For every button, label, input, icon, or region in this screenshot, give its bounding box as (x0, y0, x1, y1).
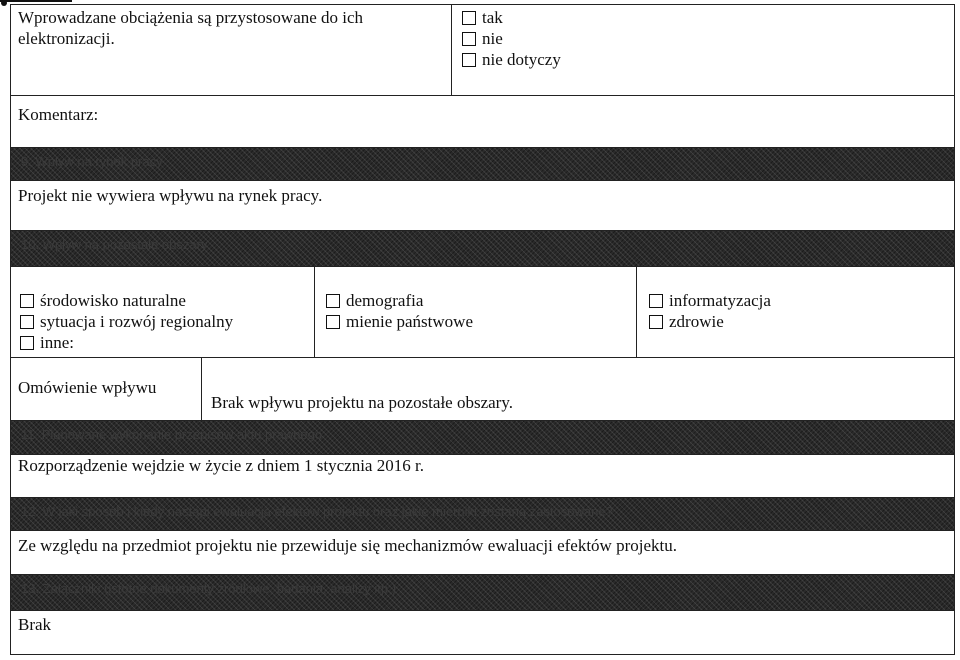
area-label: inne: (40, 333, 74, 352)
area-label: zdrowie (669, 312, 724, 331)
section-12-heading: 12. W jaki sposób i kiedy nastąpi ewaluacja efektów projektu oraz jakie mierniki zostaną zastosowane? (11, 498, 954, 530)
row-divider (10, 610, 955, 611)
evaluation-text: Ze względu na przedmiot projektu nie przewiduje się mechanizmów ewaluacji efektów projektu. (18, 536, 677, 555)
areas-col-1 (20, 290, 233, 353)
column-divider (636, 266, 637, 357)
attachments-text: Brak (18, 615, 52, 634)
section-11-heading: 11. Planowane wykonanie przepisów aktu prawnego (11, 421, 954, 454)
implementation-text: Rozporządzenie wejdzie w życie z dniem 1 stycznia 2016 r. (18, 456, 424, 475)
row-divider (10, 266, 955, 267)
row-divider (10, 95, 955, 96)
option-nie[interactable] (462, 28, 561, 49)
area-srodowisko[interactable] (20, 290, 233, 311)
option-label: tak (482, 8, 503, 27)
column-divider (314, 266, 315, 357)
area-demografia[interactable] (326, 290, 473, 311)
checkbox-icon[interactable] (462, 11, 476, 25)
checkbox-icon[interactable] (326, 315, 340, 329)
checkbox-icon[interactable] (462, 32, 476, 46)
checkbox-icon[interactable] (20, 315, 34, 329)
area-zdrowie[interactable] (649, 311, 771, 332)
column-divider (451, 4, 452, 95)
electronization-options (462, 7, 561, 70)
labor-market-text: Projekt nie wywiera wpływu na rynek pracy. (18, 186, 323, 205)
area-sytuacja[interactable] (20, 311, 233, 332)
area-label: środowisko naturalne (40, 291, 186, 310)
column-divider (201, 357, 202, 420)
checkbox-icon[interactable] (20, 294, 34, 308)
checkbox-icon[interactable] (649, 315, 663, 329)
areas-col-2 (326, 290, 473, 332)
area-label: sytuacja i rozwój regionalny (40, 312, 234, 331)
area-mienie[interactable] (326, 311, 473, 332)
option-label: nie dotyczy (482, 50, 561, 69)
area-informatyzacja[interactable] (649, 290, 771, 311)
comment-label: Komentarz: (18, 105, 99, 124)
section-13-heading: 13. Załączniki (istotne dokumenty źródłowe, badania, analizy itp.) (11, 575, 954, 610)
row-divider (10, 530, 955, 531)
option-label: nie (482, 29, 503, 48)
electronization-question: Wprowadzane obciążenia są przystosowane do ich elektronizacji. (18, 8, 364, 48)
checkbox-icon[interactable] (20, 336, 34, 350)
area-label: mienie państwowe (346, 312, 473, 331)
scan-mark (0, 0, 72, 2)
impact-text: Brak wpływu projektu na pozostałe obszary. (211, 393, 513, 412)
area-label: demografia (346, 291, 424, 310)
section-10-heading: 10. Wpływ na pozostałe obszary (11, 231, 954, 266)
checkbox-icon[interactable] (462, 53, 476, 67)
area-inne[interactable] (20, 332, 233, 353)
option-tak[interactable] (462, 7, 561, 28)
checkbox-icon[interactable] (649, 294, 663, 308)
area-label: informatyzacja (669, 291, 771, 310)
section-9-heading: 9. Wpływ na rynek pracy (11, 148, 954, 180)
row-divider (10, 180, 955, 181)
row-divider (10, 357, 955, 358)
option-nie-dotyczy[interactable] (462, 49, 561, 70)
checkbox-icon[interactable] (326, 294, 340, 308)
impact-label: Omówienie wpływu (18, 378, 157, 397)
areas-col-3 (649, 290, 771, 332)
